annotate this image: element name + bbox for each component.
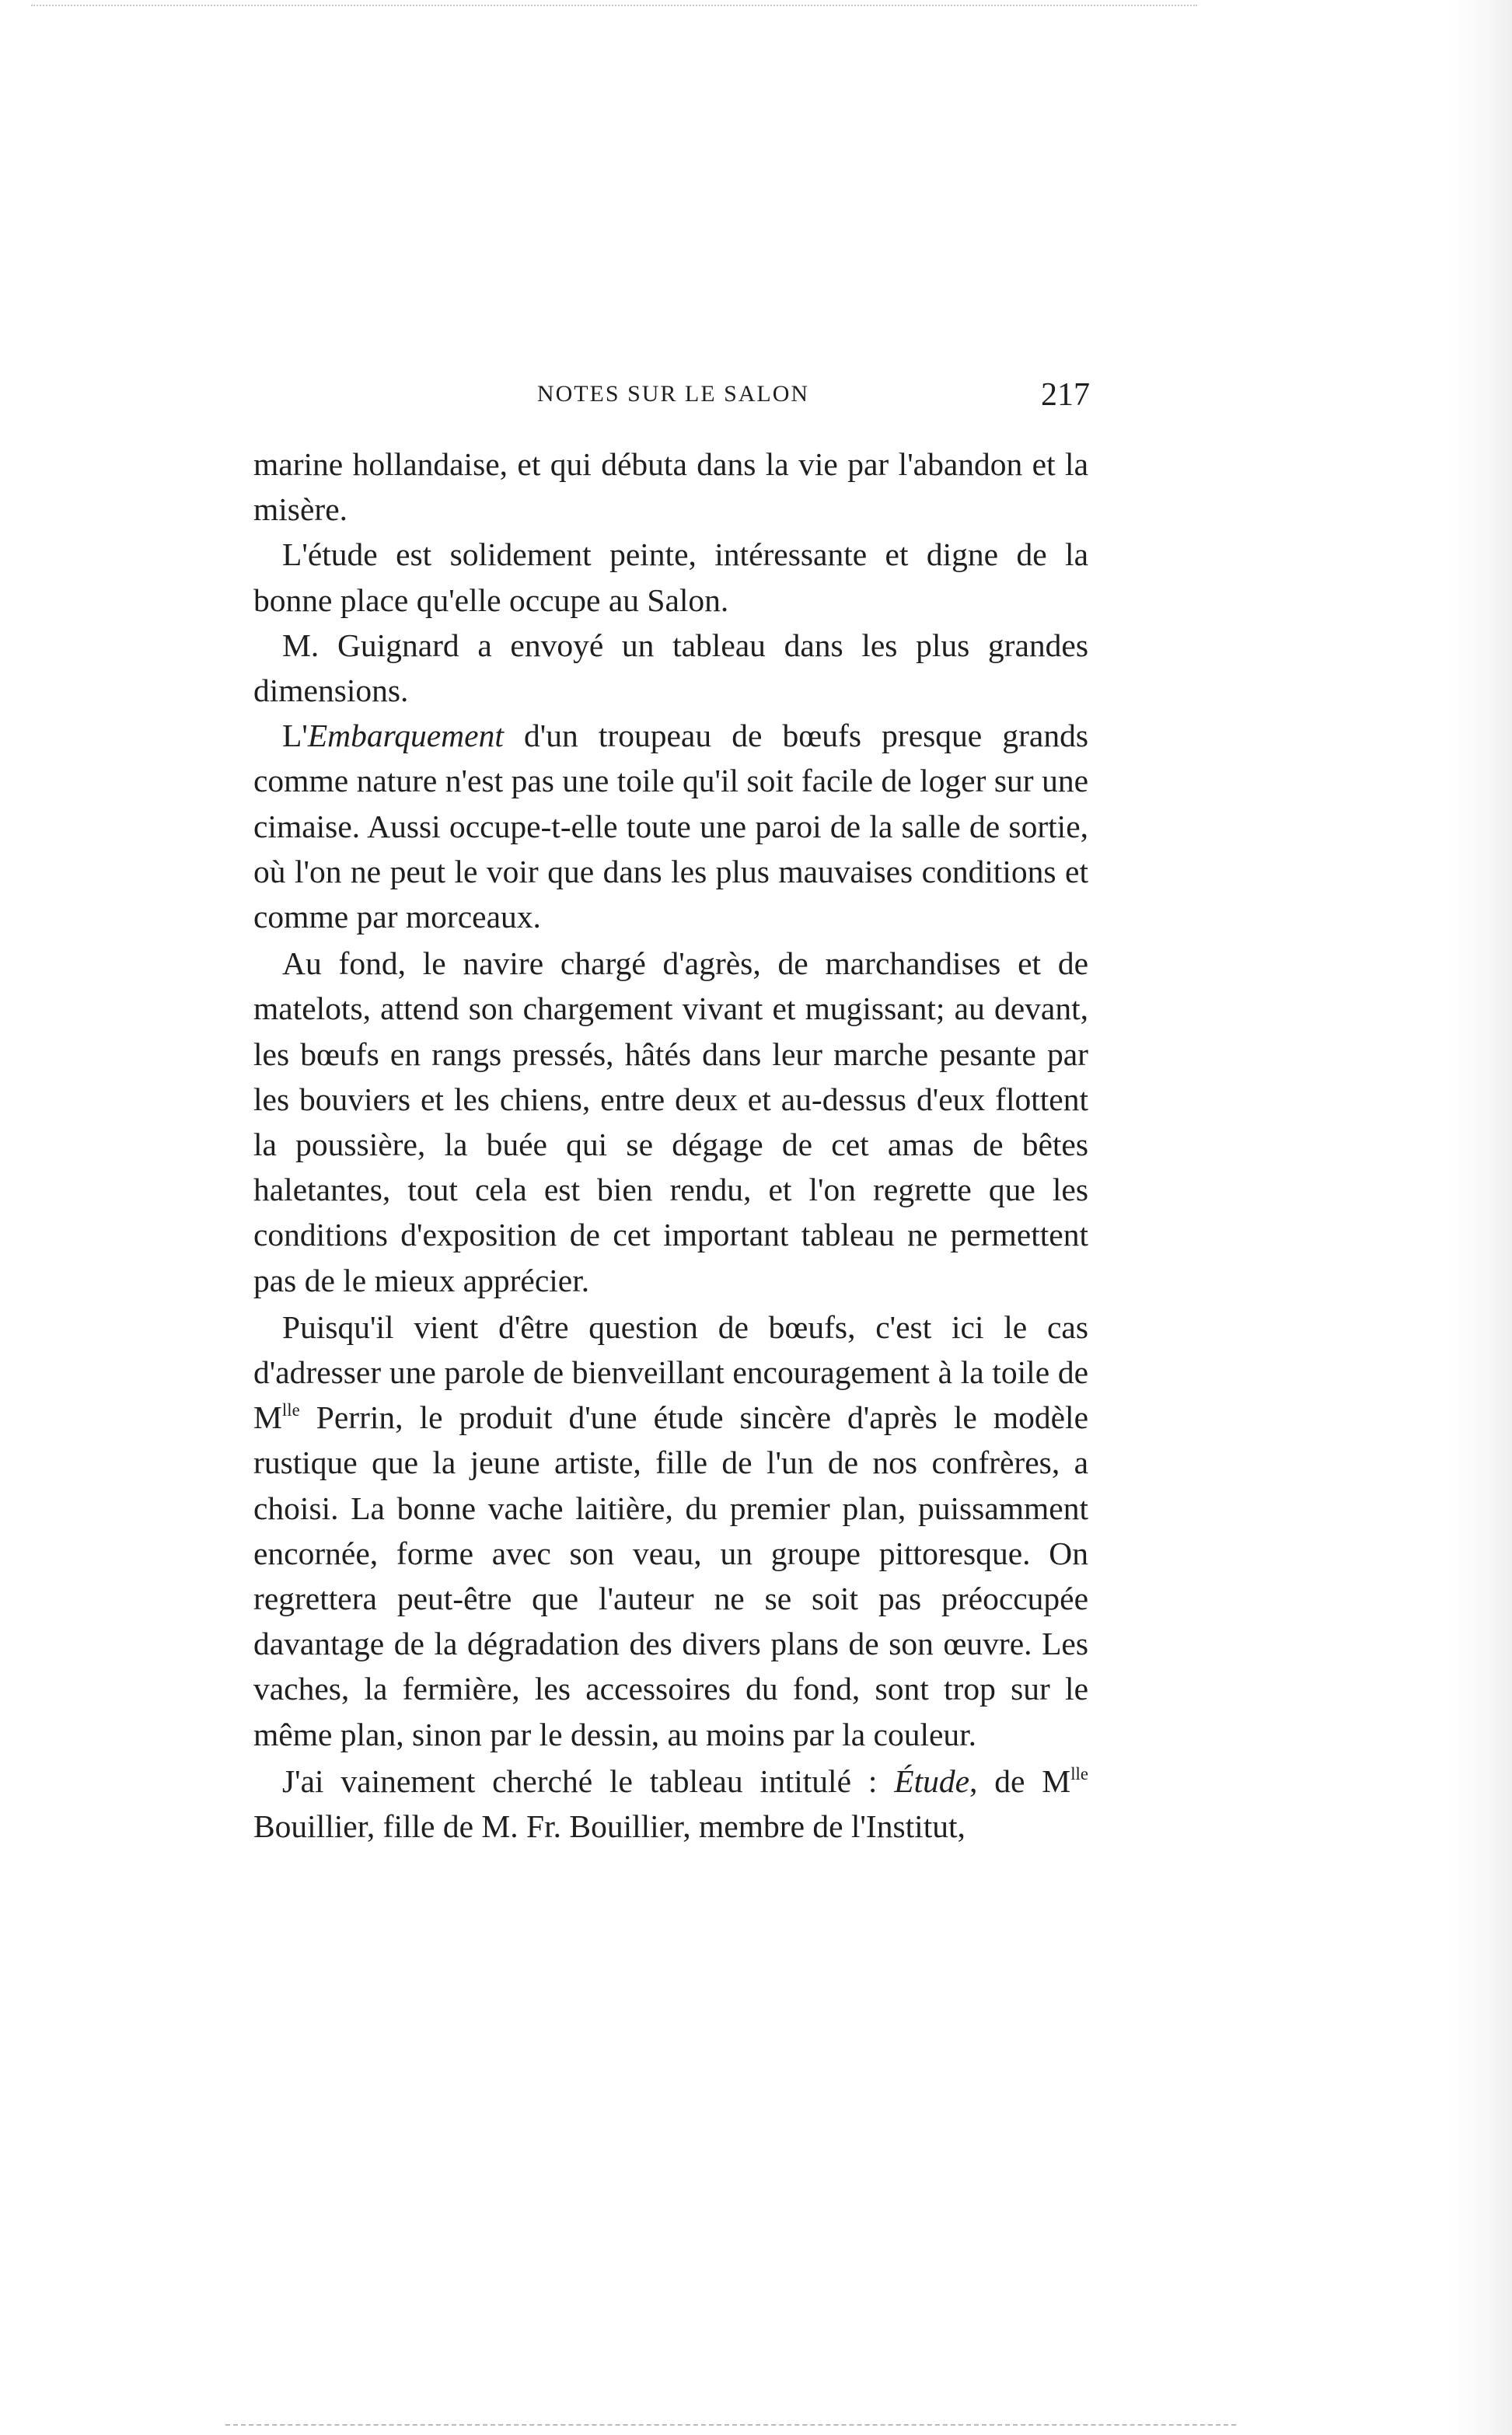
paragraph-6 [253, 1305, 1088, 1757]
running-title: NOTES SUR LE SALON [536, 381, 810, 407]
paragraph-6-part1: Puisqu'il vient d'être question de bœufs, c'est ici le cas d'adresser une parole de bienveillant encouragement à la toile de M [253, 1308, 1088, 1436]
page-number: 217 [1041, 377, 1090, 413]
paragraph-7-part3: Bouillier, fille de M. Fr. Bouillier, membre de l'Institut, [253, 1808, 966, 1845]
body-text [253, 442, 1088, 1849]
artwork-title: Embarquement [307, 718, 504, 754]
page-header [257, 377, 1090, 415]
artwork-title-article: L' [282, 718, 308, 754]
paragraph-7-part2: , de M [969, 1762, 1071, 1799]
paragraph-2: L'étude est solidement peinte, intéressante et digne de la bonne place qu'elle occupe au Salon. [253, 536, 1088, 618]
paragraph-6-part2: Perrin, le produit d'une étude sincère d'après le modèle rustique que la jeune artiste, fille de l'un de nos confrères, a choisi. La bonne vache laitière, du premier plan, puissamment encornée, forme avec son veau, un groupe pittoresque. On regrettera peut-être que l'auteur ne se soit pas préoccupée davantage de la dégradation des divers plans de son œuvre. Les vaches, la fermière, les accessoires du fond, sont trop sur le même plan, sinon par le dessin, au moins par la couleur. [253, 1399, 1088, 1752]
paragraph-3: M. Guignard a envoyé un tableau dans les plus grandes dimensions. [253, 627, 1088, 709]
honorific-superscript: lle [281, 1400, 300, 1420]
scan-artifact-top [31, 5, 1197, 8]
paragraph-4-text: d'un troupeau de bœufs presque grands comme nature n'est pas une toile qu'il soit facile de loger sur une cimaise. Aussi occupe-t-elle toute une paroi de la salle de sortie, où l'on ne peut le voir que dans les plus mauvaises conditions et comme par morceaux. [253, 718, 1088, 935]
paragraph-5: Au fond, le navire chargé d'agrès, de marchandises et de matelots, attend son chargement vivant et mugissant; au devant, les bœufs en rangs pressés, hâtés dans leur marche pesante par les bouviers et les chiens, entre deux et au-dessus d'eux flottent la poussière, la buée qui se dégage de cet amas de bêtes haletantes, tout cela est bien rendu, et l'on regrette que les conditions d'exposition de cet important tableau ne permettent pas de le mieux apprécier. [253, 945, 1088, 1298]
paragraph-4 [253, 713, 1088, 939]
honorific-superscript: lle [1070, 1763, 1088, 1783]
page-edge-shadow [1450, 0, 1512, 2435]
paragraph-7 [253, 1759, 1088, 1849]
scan-artifact-bottom [225, 2424, 1236, 2427]
artwork-title-etude: Étude [894, 1762, 970, 1799]
paragraph-1: marine hollandaise, et qui débuta dans la vie par l'abandon et la misère. [253, 446, 1088, 528]
paragraph-7-part1: J'ai vainement cherché le tableau intitulé : [282, 1762, 895, 1799]
